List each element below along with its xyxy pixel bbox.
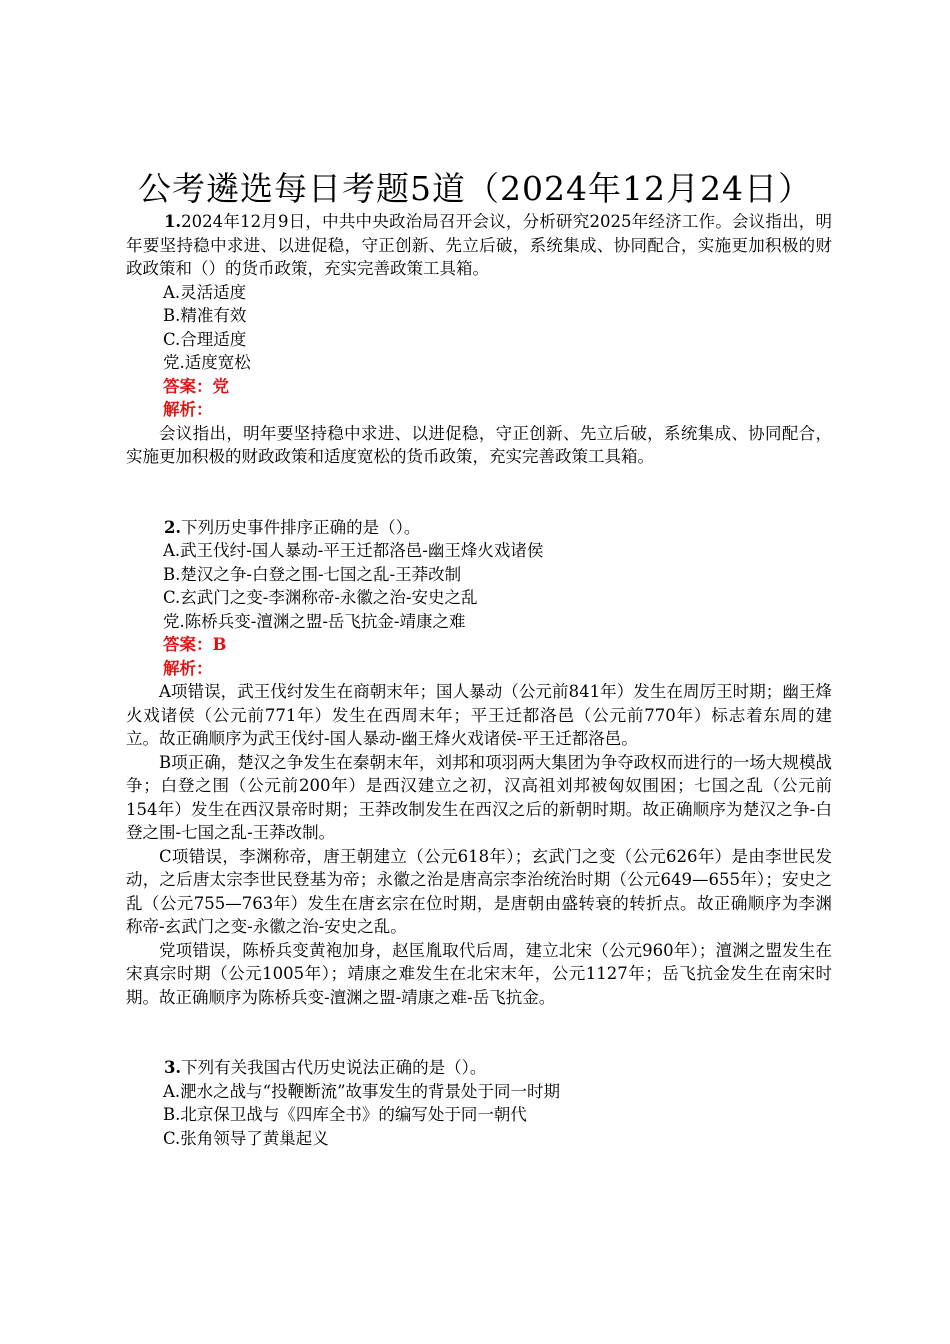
question-number: 1. xyxy=(163,212,182,231)
option-c: C.玄武门之变-李渊称帝-永徽之治-安史之乱 xyxy=(163,588,478,607)
document-body xyxy=(126,210,832,1150)
option-c: C.张角领导了黄巢起义 xyxy=(163,1128,329,1148)
question-stem xyxy=(126,516,832,540)
option-b: B.楚汉之争-白登之围-七国之乱-王莽改制 xyxy=(163,564,462,584)
answer-label: 答案：党 xyxy=(163,376,229,396)
spacer xyxy=(126,1009,832,1056)
question-number: 3. xyxy=(163,1058,182,1077)
question-text: 下列有关我国古代历史说法正确的是（）。 xyxy=(181,1058,487,1077)
spacer xyxy=(126,469,832,516)
option-a: A.淝水之战与“投鞭断流”故事发生的背景处于同一时期 xyxy=(163,1081,561,1101)
option-c: C.合理适度 xyxy=(163,329,247,349)
option-d: 党.适度宽松 xyxy=(163,353,251,372)
option-a: A.武王伐纣-国人暴动-平王迁都洛邑-幽王烽火戏诸侯 xyxy=(163,541,544,560)
option-b: B.北京保卫战与《四库全书》的编写处于同一朝代 xyxy=(163,1105,527,1124)
analysis-paragraph-c: C项错误，李渊称帝，唐王朝建立（公元618年）；玄武门之变（公元626年）是由李世民发动，之后唐太宗李世民登基为帝；永徽之治是唐高宗李治统治时期（公元649—655年）；安史之乱（公元755—763年）发生在唐玄宗在位时期，是唐朝由盛转衰的转折点。故正确顺序为李渊称帝-玄武门之变-永徽之治-安史之乱。 xyxy=(126,846,832,936)
question-text: 下列历史事件排序正确的是（）。 xyxy=(181,517,421,537)
analysis-paragraph-b: B项正确，楚汉之争发生在秦朝末年，刘邦和项羽两大集团为争夺政权而进行的一场大规模战争；白登之围（公元前200年）是西汉建立之初，汉高祖刘邦被匈奴围困；七国之乱（公元前154年）发生在西汉景帝时期；王莽改制发生在西汉之后的新朝时期。故正确顺序为楚汉之争-白登之围-七国之乱-王莽改制。 xyxy=(126,752,832,842)
option-a: A.灵活适度 xyxy=(163,282,247,302)
analysis-label: 解析： xyxy=(163,658,213,678)
question-2 xyxy=(126,516,832,1010)
question-stem xyxy=(126,1056,832,1080)
analysis-label: 解析： xyxy=(163,400,213,419)
question-stem xyxy=(126,210,832,281)
option-d: 党.陈桥兵变-澶渊之盟-岳飞抗金-靖康之难 xyxy=(163,611,466,631)
question-text: 2024年12月9日，中共中央政治局召开会议，分析研究2025年经济工作。会议指出，明年要坚持稳中求进、以进促稳，守正创新、先立后破，系统集成、协同配合，实施更加积极的财政政策和（）的货币政策，充实完善政策工具箱。 xyxy=(126,212,832,278)
option-b: B.精准有效 xyxy=(163,306,247,325)
document-title: 公考遴选每日考题5道（2024年12月24日） xyxy=(138,169,812,208)
analysis-paragraph-d: 党项错误，陈桥兵变黄袍加身，赵匡胤取代后周，建立北宋（公元960年）；澶渊之盟发生在宋真宗时期（公元1005年）；靖康之难发生在北宋末年，公元1127年；岳飞抗金发生在南宋时期。故正确顺序为陈桥兵变-澶渊之盟-靖康之难-岳飞抗金。 xyxy=(126,940,832,1007)
analysis-paragraph-a: A项错误，武王伐纣发生在商朝末年；国人暴动（公元前841年）发生在周厉王时期；幽王烽火戏诸侯（公元前771年）发生在西周末年；平王迁都洛邑（公元前770年）标志着东周的建立。故正确顺序为武王伐纣-国人暴动-幽王烽火戏诸侯-平王迁都洛邑。 xyxy=(126,682,832,748)
question-3 xyxy=(126,1056,832,1150)
question-1 xyxy=(126,210,832,469)
answer-label: 答案：B xyxy=(163,635,227,654)
question-number: 2. xyxy=(163,517,182,537)
analysis-paragraph: 会议指出，明年要坚持稳中求进、以进促稳，守正创新、先立后破，系统集成、协同配合，实施更加积极的财政政策和适度宽松的货币政策，充实完善政策工具箱。 xyxy=(126,423,832,466)
